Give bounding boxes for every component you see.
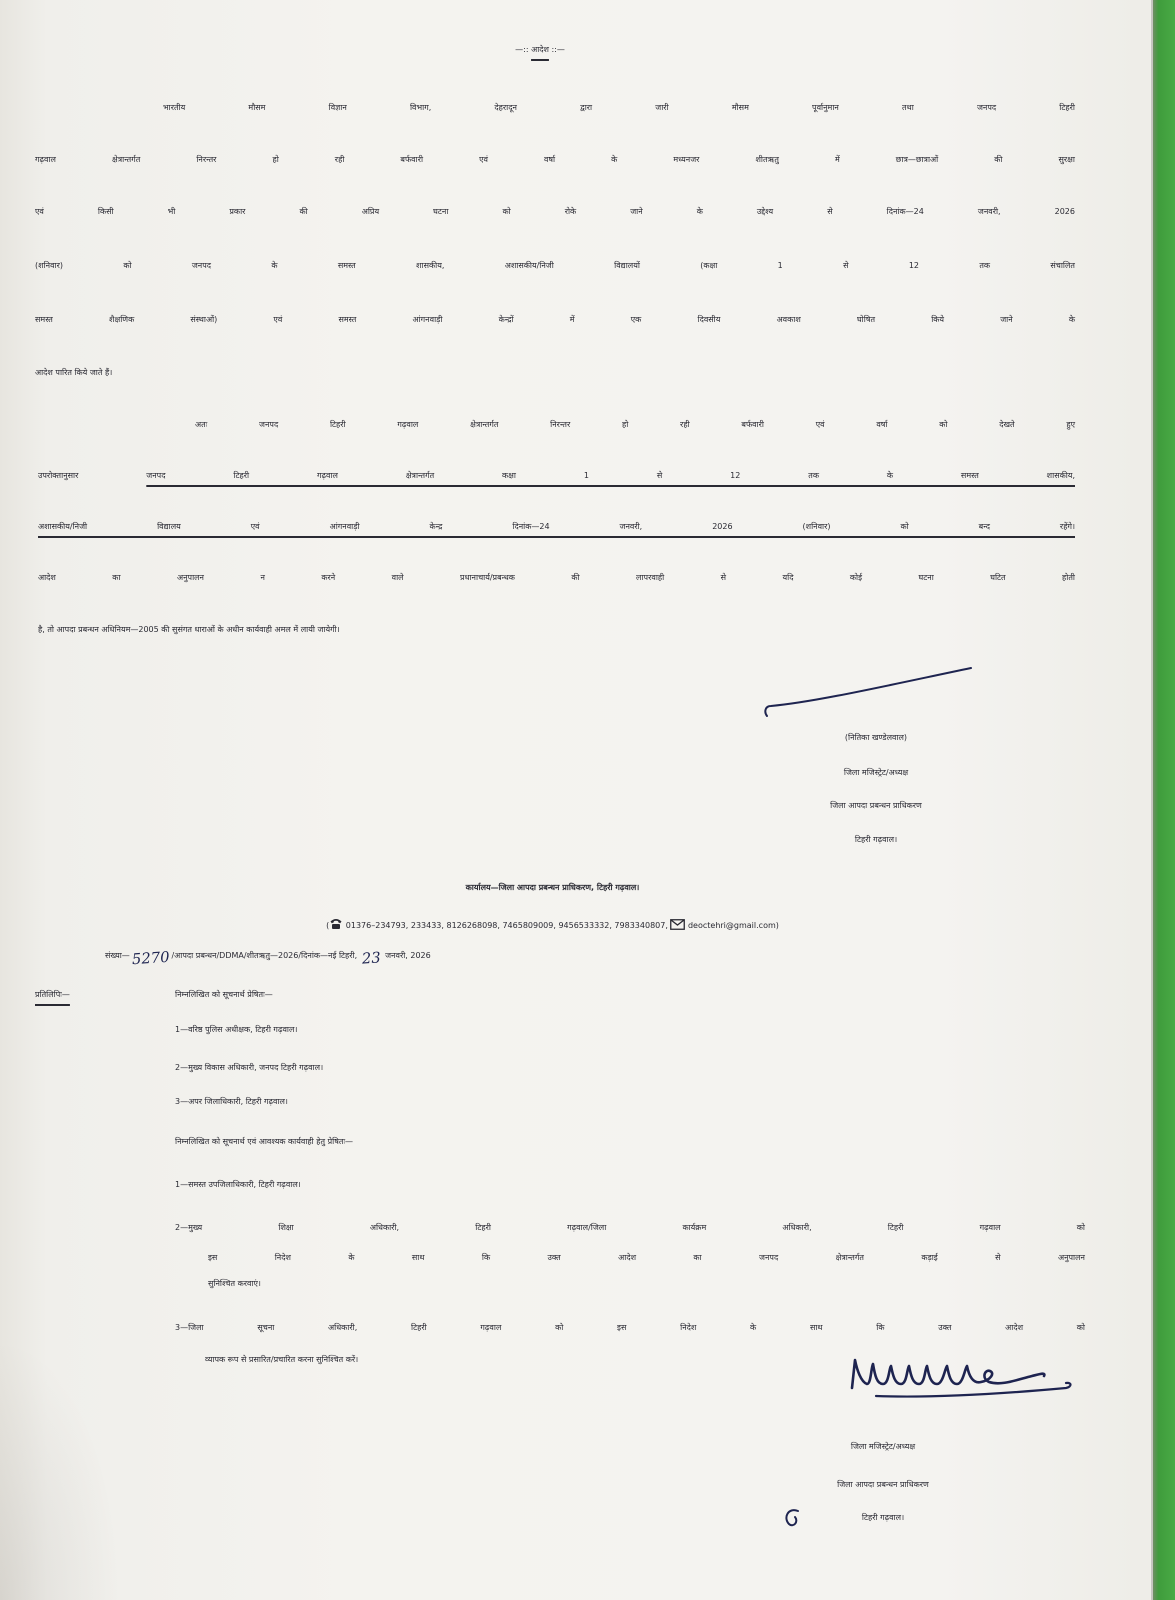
para2-lead-text: उपरोक्तानुसार bbox=[38, 471, 79, 480]
handwritten-reference-number: 5270 bbox=[131, 948, 170, 969]
handwritten-day: 23 bbox=[361, 949, 382, 968]
office-contact bbox=[150, 916, 955, 936]
title-left-ornament: —:: bbox=[515, 45, 529, 54]
signatory-authority: जिला आपदा प्रबन्धन प्राधिकरण bbox=[837, 1480, 929, 1489]
signatory-name: (नितिका खण्डेलवाल) bbox=[844, 733, 908, 742]
contact-phones: 01376–234793, 233433, 8126268098, 7465809009, 9456533332, 7983340807, bbox=[345, 921, 668, 930]
contact-open-paren: ( bbox=[326, 921, 330, 930]
para1-line: आदेश पारित किये जाते हैं। bbox=[35, 368, 113, 377]
signature bbox=[745, 656, 985, 726]
copy-recipient-continued: इस निदेश के साथ कि उक्त आदेश का जनपद क्षेत्रान्तर्गत कड़ाई से अनुपालन bbox=[208, 1253, 1085, 1262]
para2-underlined-text: जनपद टिहरी गढ़वाल क्षेत्रान्तर्गत कक्षा 1 से 12 तक के समस्त शासकीय, bbox=[146, 471, 1075, 480]
para2-line bbox=[38, 459, 1075, 493]
copy-recipient-continued: सुनिश्चित करवाएं। bbox=[208, 1279, 261, 1288]
copy-recipient: 3—जिला सूचना अधिकारी, टिहरी गढ़वाल को इस निदेश के साथ कि उक्त आदेश को bbox=[175, 1323, 1085, 1332]
title-word: आदेश bbox=[531, 45, 549, 54]
para1-line: एवं किसी भी प्रकार की अप्रिय घटना को रोके जाने के उद्देश्य से दिनांक—24 जनवरी, 2026 bbox=[35, 207, 1075, 216]
reference-path: /आपदा प्रबन्धन/DDMA/शीतऋतु—2026/दिनांक—नई टिहरी, bbox=[171, 951, 358, 960]
copy-recipient: 3—अपर जिलाधिकारी, टिहरी गढ़वाल। bbox=[175, 1097, 288, 1106]
copy-recipient: 1—समस्त उपजिलाधिकारी, टिहरी गढ़वाल। bbox=[175, 1180, 301, 1189]
mail-icon bbox=[670, 919, 685, 930]
order-title bbox=[380, 30, 700, 70]
para2-line: आदेश का अनुपालन न करने वाले प्रधानाचार्य/प्रबन्धक की लापरवाही से यदि कोई घटना घटित होती bbox=[38, 573, 1075, 582]
para1-line: गढ़वाल क्षेत्रान्तर्गत निरन्तर हो रही बर्फवारी एवं वर्षा के मध्यनजर शीतऋतु में छात्र—छात्राओं की सुरक्षा bbox=[35, 155, 1075, 164]
contact-email: deoctehri@gmail.com bbox=[687, 921, 776, 930]
phone-icon bbox=[329, 917, 343, 930]
copy-recipient: 2—मुख्य विकास अधिकारी, जनपद टिहरी गढ़वाल। bbox=[175, 1063, 324, 1072]
copy-recipient: 1—वरिष्ठ पुलिस अधीक्षक, टिहरी गढ़वाल। bbox=[175, 1025, 298, 1034]
para2-line: है, तो आपदा प्रबन्धन अधिनियम—2005 की सुसंगत धाराओं के अधीन कार्यवाही अमल में लायी जायेगी। bbox=[38, 625, 340, 634]
copy-group1-intro: निम्नलिखित को सूचनार्थ प्रेषितः— bbox=[175, 990, 273, 999]
para2-line bbox=[38, 510, 1075, 544]
green-page-edge bbox=[1153, 0, 1175, 1600]
para1-line: (शनिवार) को जनपद के समस्त शासकीय, अशासकीय/निजी विद्यालयों (कक्षा 1 से 12 तक संचालित bbox=[35, 261, 1075, 270]
contact-close-paren: ) bbox=[775, 921, 779, 930]
copy-recipient: 2—मुख्य शिक्षा अधिकारी, टिहरी गढ़वाल/जिला कार्यक्रम अधिकारी, टिहरी गढ़वाल को bbox=[175, 1223, 1085, 1232]
signatory-designation: जिला मजिस्ट्रेट/अध्यक्ष bbox=[843, 768, 909, 777]
signature bbox=[840, 1346, 1080, 1416]
copy-group2-intro: निम्नलिखित को सूचनार्थ एवं आवश्यक कार्यवाही हेतु प्रेषितः— bbox=[175, 1137, 354, 1146]
para2-line: अतः जनपद टिहरी गढ़वाल क्षेत्रान्तर्गत निरन्तर हो रही बर्फवारी एवं वर्षा को देखते हुए bbox=[195, 420, 1075, 429]
signatory-designation: जिला मजिस्ट्रेट/अध्यक्ष bbox=[850, 1442, 916, 1451]
signatory-authority: जिला आपदा प्रबन्धन प्राधिकरण bbox=[830, 801, 922, 810]
copy-recipient-continued: व्यापक रूप से प्रसारित/प्रचारित करना सुनिश्चित करें। bbox=[205, 1355, 359, 1364]
para2-underlined-text: अशासकीय/निजी विद्यालय एवं आंगनवाड़ी केन्द्र दिनांक—24 जनवरी, 2026 (शनिवार) को बन्द रहेंगे। bbox=[38, 522, 1075, 531]
office-header: कार्यालय—जिला आपदा प्रबन्धन प्राधिकरण, टिहरी गढ़वाल। bbox=[465, 883, 640, 892]
signatory-district: टिहरी गढ़वाल। bbox=[861, 1513, 905, 1522]
para1-line: समस्त शैक्षणिक संस्थाओं) एवं समस्त आंगनवाड़ी केन्द्रों में एक दिवसीय अवकाश घोषित किये जाने के bbox=[35, 315, 1075, 324]
copy-label: प्रतिलिपिः— bbox=[35, 990, 70, 999]
reference-line bbox=[105, 938, 1125, 978]
signatory-district: टिहरी गढ़वाल। bbox=[854, 835, 898, 844]
para1-line: भारतीय मौसम विज्ञान विभाग, देहरादून द्वारा जारी मौसम पूर्वानुमान तथा जनपद टिहरी bbox=[163, 103, 1075, 112]
reference-prefix: संख्या— bbox=[105, 951, 130, 960]
reference-month-year: जनवरी, 2026 bbox=[385, 951, 431, 960]
title-right-ornament: ::— bbox=[551, 45, 565, 54]
